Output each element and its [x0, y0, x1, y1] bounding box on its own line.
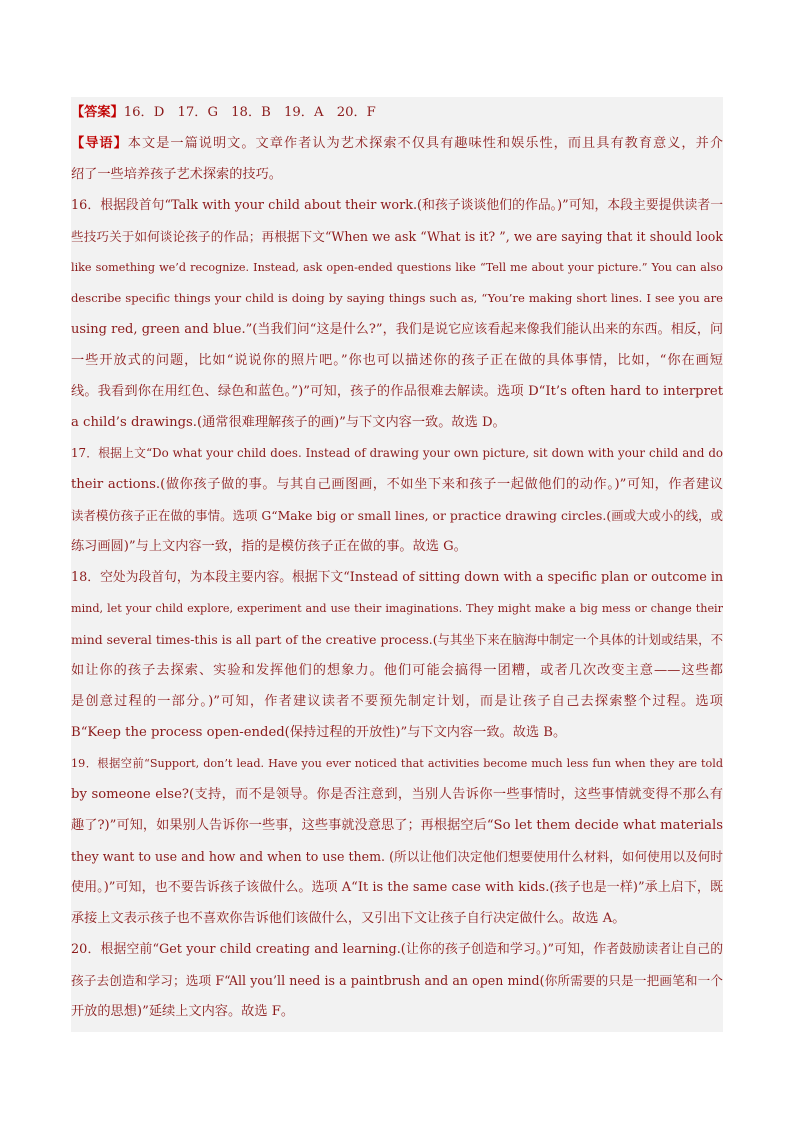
explanation-line: 练习画圆)”与上文内容一致，指的是模仿孩子正在做的事。故选 G。	[71, 539, 467, 554]
explanation-line: 孩子去创造和学习；选项 F“All you’ll need is a paintbrush and an open mind(你所需要的只是一把画笔和一个	[71, 973, 723, 988]
answer-text: 16．D 17．G 18．B 19．A 20．F	[123, 105, 376, 120]
explanation-line: 线。我看到你在用红色、绿色和蓝色。”)”可知，孩子的作品很难去解读。选项 D“It’s often hard to interpret	[71, 384, 723, 399]
explanation-line: B“Keep the process open-ended(保持过程的开放性)”与下文内容一致。故选 B。	[71, 725, 567, 740]
answer-line	[71, 97, 723, 128]
guide-label: 【导语】	[71, 136, 128, 151]
explanation-line: 读者模仿孩子正在做的事情。选项 G“Make big or small lines, or practice drawing circles.(画或大或小的线，或	[71, 508, 723, 523]
explanation-line: they want to use and how and when to use them. (所以让他们决定他们想要使用什么材料，如何使用以及何时	[71, 849, 723, 864]
answer-explanation-block	[71, 97, 723, 1032]
explanation-line: 趣了?)”可知，如果别人告诉你一些事，这些事就没意思了；再根据空后“So let them decide what materials	[71, 818, 723, 833]
explanation-line: mind, let your child explore, experiment and use their imaginations. They might make a big mess or change their	[71, 602, 723, 615]
explanation-line: 是创意过程的一部分。)”可知，作者建议读者不要预先制定计划，而是让孩子自己去探索整个过程。选项	[71, 694, 723, 709]
explanation-line: 开放的思想)”延续上文内容。故选 F。	[71, 1004, 295, 1019]
explanation-line: 18．空处为段首句，为本段主要内容。根据下文“Instead of sitting down with a specific plan or outcome in	[71, 570, 723, 585]
explanation-line: 些技巧关于如何谈论孩子的作品；再根据下文“When we ask “What is it? ”, we are saying that it should look	[71, 229, 723, 244]
explanation-line: mind several times-this is all part of the creative process.(与其坐下来在脑海中制定一个具体的计划或结果，不	[71, 632, 723, 647]
guide-text: 本文是一篇说明文。文章作者认为艺术探索不仅具有趣味性和娱乐性，而且具有教育意义，并介	[127, 136, 723, 151]
explanation-line: their actions.(做你孩子做的事。与其自己画图画，不如坐下来和孩子一起做他们的动作。)”可知，作者建议	[71, 477, 723, 492]
answer-label: 【答案】	[71, 105, 124, 120]
explanation-line: a child’s drawings.(通常很难理解孩子的画)”与下文内容一致。故选 D。	[71, 415, 506, 430]
explanation-line: 19．根据空前“Support, don’t lead. Have you ever noticed that activities become much less fun when they are told	[71, 757, 723, 770]
explanation-line: 如让你的孩子去探索、实验和发挥他们的想象力。他们可能会搞得一团糟，或者几次改变主意——这些都	[71, 663, 723, 678]
explanation-line: describe specific things your child is doing by saying things such as, “You’re making short lines. I see you are	[71, 291, 723, 305]
explanation-line: 使用。)”可知，也不要告诉孩子该做什么。选项 A“It is the same case with kids.(孩子也是一样)”承上启下，既	[71, 880, 723, 895]
explanation-line: using red, green and blue.”(当我们问“这是什么?”，我们是说它应该看起来像我们能认出来的东西。相反，问	[71, 322, 723, 337]
explanation-line: 承接上文表示孩子也不喜欢你告诉他们该做什么，又引出下文让孩子自行决定做什么。故选 A。	[71, 911, 626, 926]
explanation-line: 一些开放式的问题，比如“说说你的照片吧。”你也可以描述你的孩子正在做的具体事情，比如，“你在画短	[71, 353, 723, 368]
explanation-line: 17．根据上文“Do what your child does. Instead of drawing your own picture, sit down with your child and do	[71, 446, 723, 460]
explanation-line: 16．根据段首句“Talk with your child about their work.(和孩子谈谈他们的作品。)”可知，本段主要提供读者一	[71, 198, 723, 213]
guide-text: 绍了一些培养孩子艺术探索的技巧。	[71, 167, 282, 182]
explanation-line: 20．根据空前“Get your child creating and learning.(让你的孩子创造和学习。)”可知，作者鼓励读者让自己的	[71, 942, 723, 957]
explanation-line: by someone else?(支持，而不是领导。你是否注意到，当别人告诉你一些事情时，这些事情就变得不那么有	[71, 787, 723, 802]
explanation-line: like something we’d recognize. Instead, ask open-ended questions like “Tell me about your picture.” You can also	[71, 261, 723, 274]
guide-line	[71, 159, 723, 190]
guide-line	[71, 128, 723, 159]
